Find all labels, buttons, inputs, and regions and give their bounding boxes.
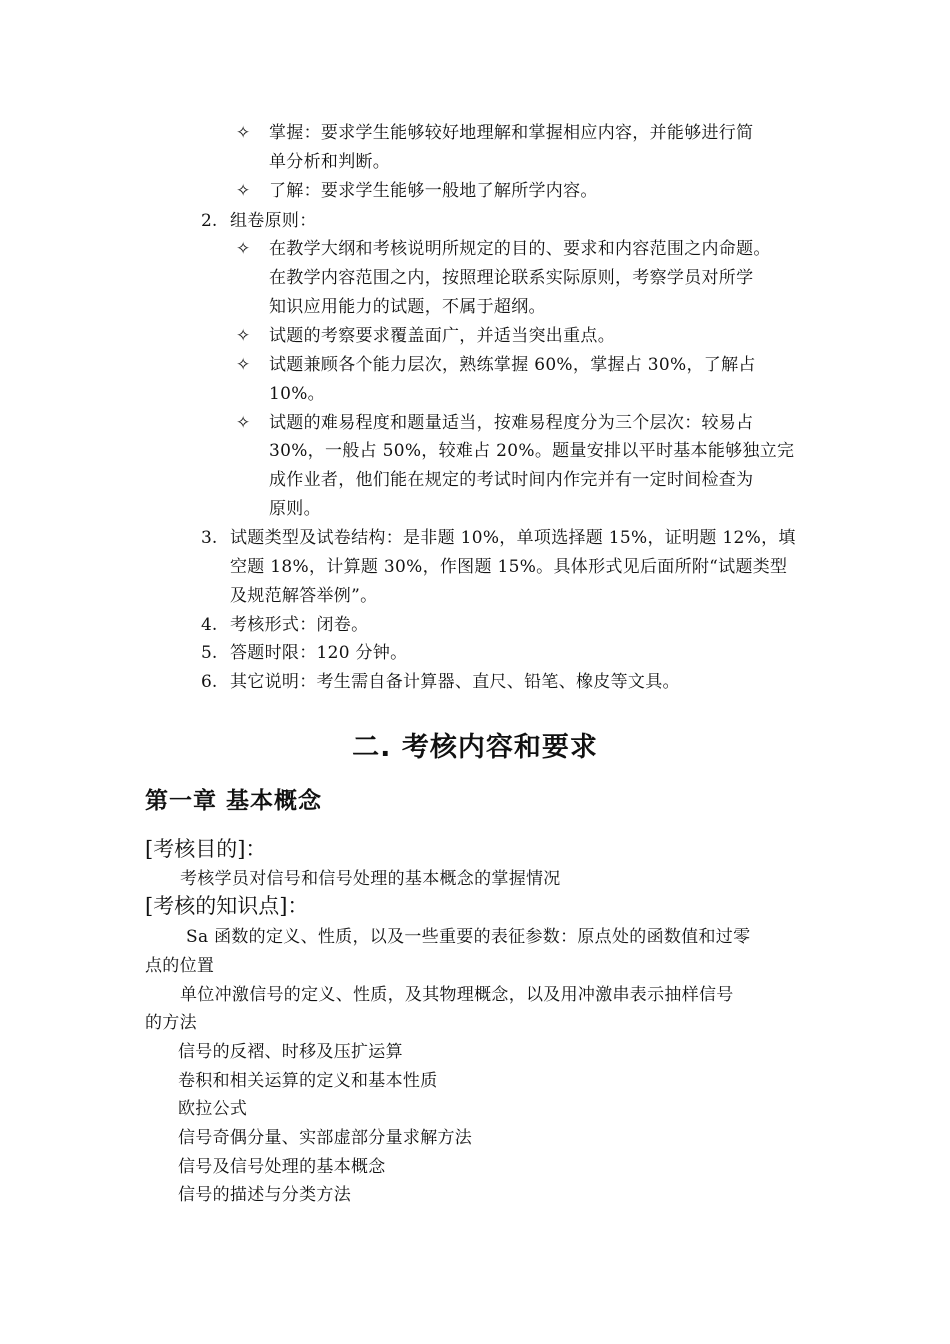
diamond-bullet-icon: ✧ [236, 355, 251, 375]
principle-1-line1: 在教学大纲和考核说明所规定的目的、要求和内容范围之内命题。 [269, 239, 771, 259]
list-item-3-line2: 空题 18%，计算题 30%，作图题 15%。具体形式见后面所附“试题类型 [230, 557, 788, 577]
knowledge-item: 信号奇偶分量、实部虚部分量求解方法 [178, 1128, 473, 1148]
principle-4-line2: 30%，一般占 50%，较难占 20%。题量安排以平时基本能够独立完 [269, 441, 795, 461]
knowledge-item: 欧拉公式 [178, 1099, 248, 1119]
list-item-2-text: 组卷原则： [230, 211, 317, 231]
level-zhangwo-line2: 单分析和判断。 [269, 152, 391, 172]
diamond-bullet-icon: ✧ [236, 123, 251, 143]
diamond-bullet-icon: ✧ [236, 413, 251, 433]
knowledge-item: 卷积和相关运算的定义和基本性质 [178, 1071, 438, 1091]
knowledge-p1-line1: Sa 函数的定义、性质，以及一些重要的表征参数：原点处的函数值和过零 [186, 927, 751, 947]
principle-3-line2: 10%。 [269, 384, 325, 404]
knowledge-item: 信号的描述与分类方法 [178, 1185, 351, 1205]
list-number: 6. [201, 672, 218, 692]
list-item-4-text: 考核形式：闭卷。 [230, 615, 369, 635]
list-item-3-line3: 及规范解答举例”。 [230, 586, 378, 606]
principle-2-line1: 试题的考察要求覆盖面广，并适当突出重点。 [269, 326, 615, 346]
principle-3-line1: 试题兼顾各个能力层次，熟练掌握 60%，掌握占 30%，了解占 [269, 355, 756, 375]
diamond-bullet-icon: ✧ [236, 326, 251, 346]
list-number: 4. [201, 615, 218, 635]
principle-1-line3: 知识应用能力的试题，不属于超纲。 [269, 297, 546, 317]
diamond-bullet-icon: ✧ [236, 181, 251, 201]
list-number: 5. [201, 643, 218, 663]
knowledge-item: 信号及信号处理的基本概念 [178, 1157, 386, 1177]
knowledge-p2-line2: 的方法 [145, 1013, 197, 1033]
knowledge-p2-line1: 单位冲激信号的定义、性质，及其物理概念，以及用冲激串表示抽样信号 [180, 985, 734, 1005]
level-liaojie-line1: 了解：要求学生能够一般地了解所学内容。 [269, 181, 598, 201]
list-item-6-text: 其它说明：考生需自备计算器、直尺、铅笔、橡皮等文具。 [230, 672, 680, 692]
level-zhangwo-line1: 掌握：要求学生能够较好地理解和掌握相应内容，并能够进行简 [269, 123, 754, 143]
principle-1-line2: 在教学内容范围之内，按照理论联系实际原则，考察学员对所学 [269, 268, 754, 288]
chapter-title: 第一章 基本概念 [145, 788, 323, 814]
list-item-3-line1: 试题类型及试卷结构：是非题 10%，单项选择题 15%，证明题 12%，填 [230, 528, 796, 548]
knowledge-item: 信号的反褶、时移及压扩运算 [178, 1042, 403, 1062]
list-item-5-text: 答题时限：120 分钟。 [230, 643, 408, 663]
objective-text: 考核学员对信号和信号处理的基本概念的掌握情况 [180, 869, 561, 889]
list-number: 3. [201, 528, 218, 548]
principle-4-line1: 试题的难易程度和题量适当，按难易程度分为三个层次：较易占 [269, 413, 754, 433]
objective-label: [考核目的]： [145, 837, 267, 861]
principle-4-line4: 原则。 [269, 499, 321, 519]
knowledge-label: [考核的知识点]： [145, 894, 309, 918]
knowledge-p1-line2: 点的位置 [145, 956, 215, 976]
list-number: 2. [201, 211, 218, 231]
diamond-bullet-icon: ✧ [236, 239, 251, 259]
section-title: 二. 考核内容和要求 [352, 732, 598, 763]
principle-4-line3: 成作业者，他们能在规定的考试时间内作完并有一定时间检查为 [269, 470, 754, 490]
